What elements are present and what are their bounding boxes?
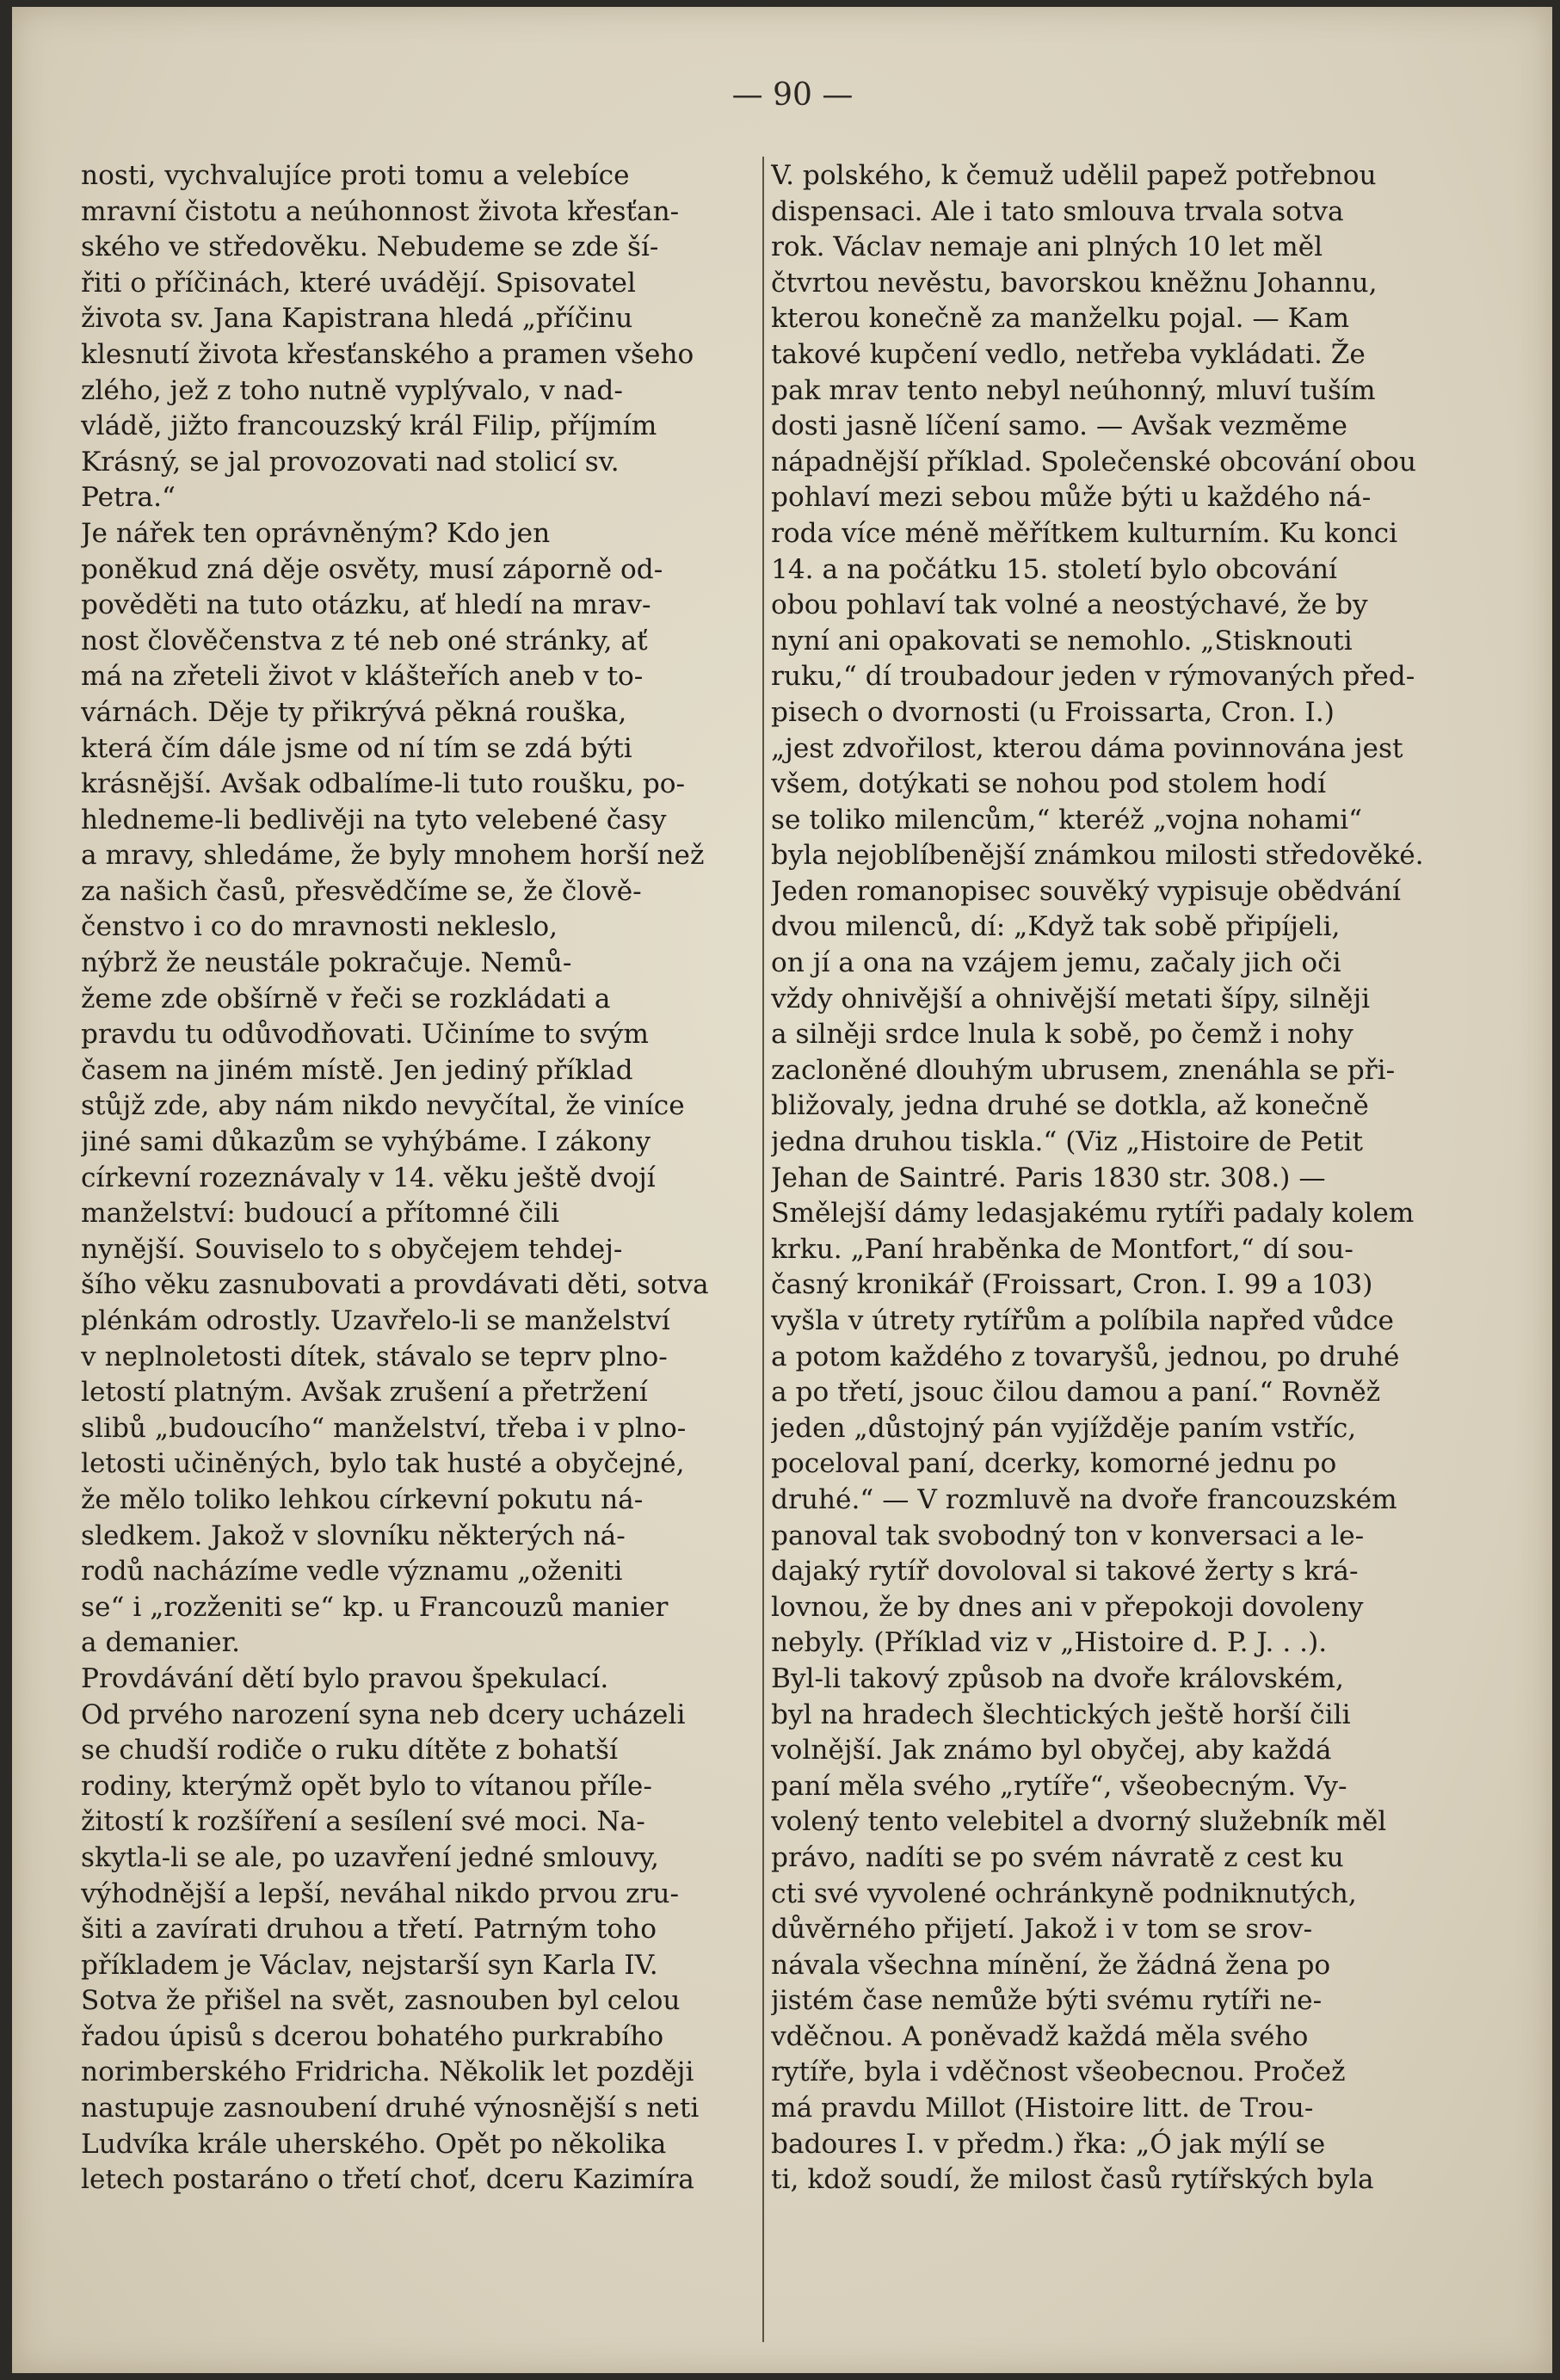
text-line: nost člověčenstva z té neb oné stránky, ať xyxy=(81,625,648,657)
text-line: žeme zde obšírně v řeči se rozkládati a xyxy=(81,983,611,1014)
text-line: „jest zdvořilost, kterou dáma povinnována jest xyxy=(771,732,1403,764)
text-line: nýbrž že neustále pokračuje. Nemů- xyxy=(81,947,572,979)
text-line: čtvrtou nevěstu, bavorskou kněžnu Johannu, xyxy=(771,267,1378,299)
text-line: pravdu tu odůvodňovati. Učiníme to svým xyxy=(81,1019,649,1051)
text-line: nynější. Souviselo to s obyčejem tehdej- xyxy=(81,1233,623,1265)
text-line: se“ i „rozženiti se“ kp. u Francouzů manier xyxy=(81,1591,669,1623)
text-line: poceloval paní, dcerky, komorné jednu po xyxy=(771,1448,1337,1480)
text-line: vyšla v útrety rytířům a políbila napřed vůdce xyxy=(771,1305,1394,1336)
text-line: obou pohlaví tak volné a neostýchavé, že by xyxy=(771,589,1368,621)
text-line: ského ve středověku. Nebudeme se zde ší- xyxy=(81,231,659,263)
text-line: a po třetí, jsouc čilou damou a paní.“ Rovněž xyxy=(771,1377,1381,1409)
text-line: rytíře, byla i vděčnost všeobecnou. Pročež xyxy=(771,2056,1346,2088)
text-line: návala všechna mínění, že žádná žena po xyxy=(771,1949,1331,1981)
text-line: kterou konečně za manželku pojal. — Kam xyxy=(771,303,1350,335)
text-line: nyní ani opakovati se nemohlo. „Stisknouti xyxy=(771,625,1353,657)
text-line: badoures I. v předm.) řka: „Ó jak mýlí se xyxy=(771,2128,1326,2160)
text-line: letostí platným. Avšak zrušení a přetržení xyxy=(81,1377,648,1409)
text-line: nebyly. (Příklad viz v „Histoire d. P. J. . .). xyxy=(771,1627,1328,1659)
text-line: Jeden romanopisec souvěký vypisuje obědvání xyxy=(771,875,1401,907)
text-line: právo, nadíti se po svém návratě z cest ku xyxy=(771,1841,1344,1873)
text-line: a silněji srdce lnula k sobě, po čemž i nohy xyxy=(771,1019,1353,1051)
text-line: takové kupčení vedlo, netřeba vykládati. Že xyxy=(771,338,1366,370)
text-line: příkladem je Václav, nejstarší syn Karla IV. xyxy=(81,1949,658,1981)
right-text-column xyxy=(771,158,1447,2198)
text-line: rok. Václav nemaje ani plných 10 let měl xyxy=(771,231,1323,263)
text-line: letosti učiněných, bylo tak husté a obyčejné, xyxy=(81,1448,685,1480)
text-line: krásnější. Avšak odbalíme-li tuto roušku, po- xyxy=(81,768,686,800)
text-line: letech postaráno o třetí choť, dceru Kazimíra xyxy=(81,2164,694,2196)
text-line: Je nářek ten oprávněným? Kdo jen xyxy=(81,517,551,549)
text-line: byl na hradech šlechtických ještě horší čili xyxy=(771,1699,1351,1730)
text-line: jiné sami důkazům se vyhýbáme. I zákony xyxy=(81,1126,651,1158)
text-line: časem na jiném místě. Jen jediný příklad xyxy=(81,1054,633,1086)
text-line: jeden „důstojný pán vyjížděje paním vstříc, xyxy=(771,1412,1357,1444)
text-line: klesnutí života křesťanského a pramen všeho xyxy=(81,338,694,370)
text-line: Provdávání dětí bylo pravou špekulací. xyxy=(81,1662,609,1694)
text-line: nosti, vychvalujíce proti tomu a velebíce xyxy=(81,160,630,191)
text-line: sledkem. Jakož v slovníku některých ná- xyxy=(81,1520,626,1551)
text-line: Krásný, se jal provozovati nad stolicí sv. xyxy=(81,446,620,478)
book-page xyxy=(12,7,1552,2373)
text-line: byla nejoblíbenější známkou milosti středověké. xyxy=(771,840,1424,872)
text-line: která čím dále jsme od ní tím se zdá býti xyxy=(81,732,632,764)
text-line: roda více méně měřítkem kulturním. Ku konci xyxy=(771,517,1398,549)
text-line: mravní čistotu a neúhonnost života křesťan- xyxy=(81,195,680,227)
text-line: všem, dotýkati se nohou pod stolem hodí xyxy=(771,768,1327,800)
text-line: církevní rozeznávaly v 14. věku ještě dvojí xyxy=(81,1162,656,1193)
text-line: výhodnější a lepší, neváhal nikdo prvou zru- xyxy=(81,1877,680,1909)
text-line: Ludvíka krále uherského. Opět po několika xyxy=(81,2128,667,2160)
text-line: nápadnější příklad. Společenské obcování obou xyxy=(771,446,1417,478)
page-number: — 90 — xyxy=(731,77,854,113)
text-line: volnější. Jak známo byl obyčej, aby každá xyxy=(771,1735,1332,1767)
text-line: rodiny, kterýmž opět bylo to vítanou příle- xyxy=(81,1770,652,1802)
text-line: Smělejší dámy ledasjakému rytíři padaly kolem xyxy=(771,1198,1415,1230)
text-line: dosti jasně líčení samo. — Avšak vezměme xyxy=(771,410,1347,442)
text-line: Jehan de Saintré. Paris 1830 str. 308.) — xyxy=(771,1162,1326,1193)
text-line: šího věku zasnubovati a provdávati děti, sotva xyxy=(81,1269,709,1301)
text-line: čenstvo i co do mravnosti nekleslo, xyxy=(81,911,558,943)
text-line: pověděti na tuto otázku, ať hledí na mrav- xyxy=(81,589,651,621)
text-line: šiti a zavírati druhou a třetí. Patrným toho xyxy=(81,1914,657,1945)
text-line: krku. „Paní hraběnka de Montfort,“ dí sou- xyxy=(771,1233,1353,1265)
text-line: zlého, jež z toho nutně vyplývalo, v nad- xyxy=(81,374,623,406)
text-line: Byl-li takový způsob na dvoře královském, xyxy=(771,1662,1344,1694)
text-line: žitostí k rozšíření a sesílení své moci. Na- xyxy=(81,1806,645,1838)
text-line: má na zřeteli život v klášteřích aneb v to- xyxy=(81,661,644,693)
text-line: várnách. Děje ty přikrývá pěkná rouška, xyxy=(81,696,627,728)
text-line: stůjž zde, aby nám nikdo nevyčítal, že viníce xyxy=(81,1090,685,1122)
text-line: ruku,“ dí troubadour jeden v rýmovaných před- xyxy=(771,661,1415,693)
text-line: se toliko milencům,“ kteréž „vojna nohami“ xyxy=(771,804,1363,835)
text-line: Petra.“ xyxy=(81,482,176,514)
text-line: vládě, jižto francouzský král Filip, příjmím xyxy=(81,410,657,442)
text-line: dispensaci. Ale i tato smlouva trvala sotva xyxy=(771,195,1344,227)
text-line: bližovaly, jedna druhé se dotkla, až konečně xyxy=(771,1090,1369,1122)
text-line: rodů nacházíme vedle významu „oženiti xyxy=(81,1556,623,1588)
text-line: paní měla svého „rytíře“, všeobecným. Vy- xyxy=(771,1770,1347,1802)
text-line: jistém čase nemůže býti svému rytíři ne- xyxy=(771,1985,1323,2017)
text-line: norimberského Fridricha. Několik let později xyxy=(81,2056,694,2088)
text-line: řiti o příčinách, které uvádějí. Spisovatel xyxy=(81,267,636,299)
text-line: slibů „budoucího“ manželství, třeba i v plno- xyxy=(81,1412,687,1444)
text-line: pisech o dvornosti (u Froissarta, Cron. I.) xyxy=(771,696,1335,728)
text-line: skytla-li se ale, po uzavření jedné smlouvy, xyxy=(81,1841,659,1873)
text-line: plénkám odrostly. Uzavřelo-li se manželství xyxy=(81,1305,670,1336)
text-line: druhé.“ — V rozmluvě na dvoře francouzském xyxy=(771,1483,1397,1515)
text-line: a potom každého z tovaryšů, jednou, po druhé xyxy=(771,1341,1400,1372)
text-line: života sv. Jana Kapistrana hledá „příčinu xyxy=(81,303,633,335)
text-line: řadou úpisů s dcerou bohatého purkrabího xyxy=(81,2020,664,2052)
text-line: se chudší rodiče o ruku dítěte z bohatší xyxy=(81,1735,619,1767)
text-line: Od prvého narození syna neb dcery ucházeli xyxy=(81,1699,686,1730)
text-line: volený tento velebitel a dvorný služebník měl xyxy=(771,1806,1387,1838)
text-line: ti, kdož soudí, že milost časů rytířských byla xyxy=(771,2164,1374,2196)
text-line: vždy ohnivější a ohnivější metati šípy, silněji xyxy=(771,983,1371,1014)
text-line: nastupuje zasnoubení druhé výnosnější s neti xyxy=(81,2093,700,2124)
text-line: hledneme-li bedlivěji na tyto velebené časy xyxy=(81,804,667,835)
text-line: v neplnoletosti dítek, stávalo se teprv plno- xyxy=(81,1341,668,1372)
text-line: že mělo toliko lehkou církevní pokutu ná- xyxy=(81,1483,644,1515)
text-line: Sotva že přišel na svět, zasnouben byl celou xyxy=(81,1985,681,2017)
text-line: zacloněné dlouhým ubrusem, znenáhla se při- xyxy=(771,1054,1396,1086)
text-line: za našich časů, přesvědčíme se, že člově- xyxy=(81,875,642,907)
text-line: on jí a ona na vzájem jemu, začaly jich oči xyxy=(771,947,1341,979)
text-line: cti své vyvolené ochránkyně podniknutých, xyxy=(771,1877,1357,1909)
text-line: manželství: budoucí a přítomné čili xyxy=(81,1198,559,1230)
text-line: a demanier. xyxy=(81,1627,241,1659)
text-line: vděčnou. A poněvadž každá měla svého xyxy=(771,2020,1309,2052)
text-line: pak mrav tento nebyl neúhonný, mluví tuším xyxy=(771,374,1376,406)
text-line: jedna druhou tiskla.“ (Viz „Histoire de Petit xyxy=(771,1126,1364,1158)
text-line: má pravdu Millot (Histoire litt. de Trou- xyxy=(771,2093,1314,2124)
text-line: poněkud zná děje osvěty, musí záporně od- xyxy=(81,553,663,585)
text-line: pohlaví mezi sebou může býti u každého ná- xyxy=(771,482,1372,514)
text-line: lovnou, že by dnes ani v přepokoji dovoleny xyxy=(771,1591,1364,1623)
text-line: V. polského, k čemuž udělil papež potřebnou xyxy=(771,160,1377,191)
text-line: panoval tak svobodný ton v konversaci a le- xyxy=(771,1520,1365,1551)
text-line: dvou milenců, dí: „Když tak sobě připíjeli, xyxy=(771,911,1341,943)
text-line: časný kronikář (Froissart, Cron. I. 99 a 103) xyxy=(771,1269,1373,1301)
text-line: dajaký rytíř dovoloval si takové žerty s krá- xyxy=(771,1556,1359,1588)
column-divider xyxy=(762,157,764,2342)
text-line: důvěrného přijetí. Jakož i v tom se srov- xyxy=(771,1914,1313,1945)
text-line: 14. a na počátku 15. století bylo obcování xyxy=(771,553,1338,585)
text-line: a mravy, shledáme, že byly mnohem horší než xyxy=(81,840,705,872)
left-text-column xyxy=(81,158,757,2198)
